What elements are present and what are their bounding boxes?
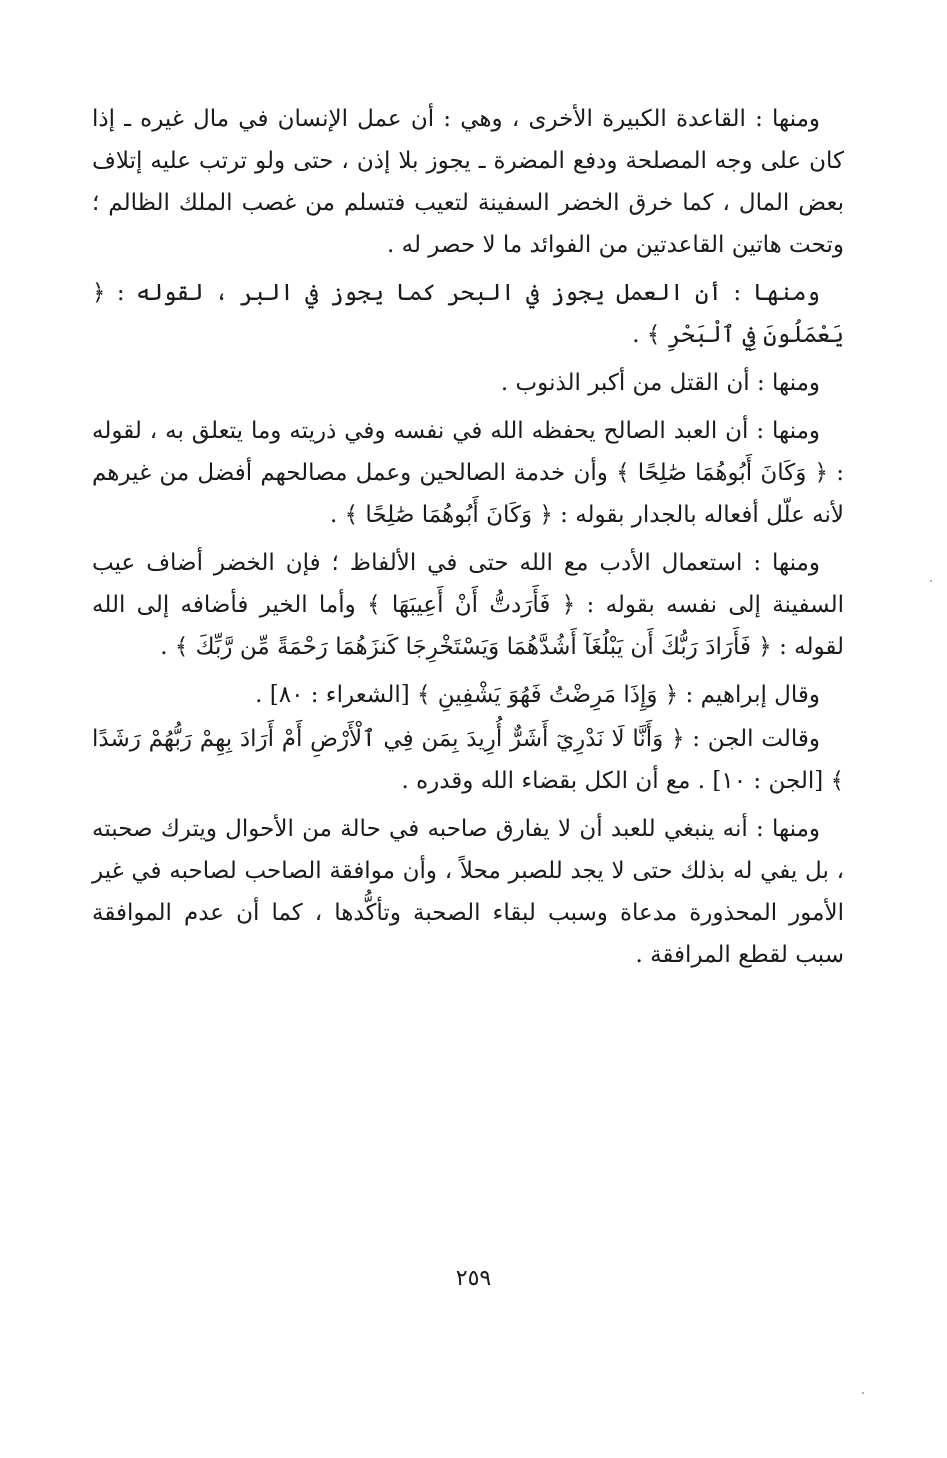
paragraph-righteous-servant: ومنها : أن العبد الصالح يحفظه الله في نفسه وفي ذريته وما يتعلق به ، لقوله : ﴿ وَكَانَ أَبُوهُمَا صَٰلِحًا ﴾ وأن خدمة الصالحين وعمل مصالحهم أفضل من غيرهم لأنه علّل أفعاله بالجدار بقوله : ﴿ وَكَانَ أَبُوهُمَا صَٰلِحًا ﴾ . bbox=[92, 418, 844, 528]
paragraph-work-at-sea: ومنها : أن العمل يجوز في البحر كما يجوز في البر ، لقوله : ﴿ يَعْمَلُونَ فِي ٱلْبَحْرِ ﴾ . bbox=[92, 280, 844, 348]
paragraph-killing-sin: ومنها : أن القتل من أكبر الذنوب . bbox=[500, 370, 820, 396]
scan-speck bbox=[862, 1392, 864, 1394]
paragraph-rule-of-benefit: ومنها : القاعدة الكبيرة الأخرى ، وهي : أن عمل الإنسان في مال غيره ـ إذا كان على وجه المصلحة ودفع المضرة ـ يجوز بلا إذن ، حتى ولو ترتب عليه إتلاف بعض المال ، كما خرق الخضر السفينة لتعيب فتسلم من غصب الملك الظالم ؛ وتحت هاتين القاعدتين من الفوائد ما لا حصر له . bbox=[92, 106, 844, 258]
scan-speck bbox=[930, 580, 932, 582]
body-text bbox=[92, 98, 844, 982]
paragraph-companionship: ومنها : أنه ينبغي للعبد أن لا يفارق صاحبه في حالة من الأحوال ويترك صحبته ، بل يفي له بذلك حتى لا يجد للصبر محلاً ، وأن موافقة الصاحب لصاحبه في غير الأمور المحذورة مدعاة وسبب لبقاء الصحبة وتأكُّدها ، كما أن عدم الموافقة سبب لقطع المرافقة . bbox=[92, 816, 844, 968]
paragraph-manners-with-allah: ومنها : استعمال الأدب مع الله حتى في الألفاظ ؛ فإن الخضر أضاف عيب السفينة إلى نفسه بقوله : ﴿ فَأَرَدتُّ أَنْ أَعِيبَهَا ﴾ وأما الخير فأضافه إلى الله لقوله : ﴿ فَأَرَادَ رَبُّكَ أَن يَبْلُغَآ أَشُدَّهُمَا وَيَسْتَخْرِجَا كَنزَهُمَا رَحْمَةً مِّن رَّبِّكَ ﴾ . bbox=[92, 550, 844, 660]
page-number: ٢٥٩ bbox=[455, 1266, 492, 1291]
paragraph-ibrahim-quote: وقال إبراهيم : ﴿ وَإِذَا مَرِضْتُ فَهُوَ يَشْفِينِ ﴾ [الشعراء : ٨٠] . bbox=[255, 682, 820, 708]
paragraph-jinn-quote: وقالت الجن : ﴿ وَأَنَّا لَا نَدْرِيٓ أَشَرٌّ أُرِيدَ بِمَن فِي ٱلْأَرْضِ أَمْ أَرَادَ بِهِمْ رَبُّهُمْ رَشَدًا ﴾ [الجن : ١٠] . مع أن الكل بقضاء الله وقدره . bbox=[92, 726, 844, 794]
